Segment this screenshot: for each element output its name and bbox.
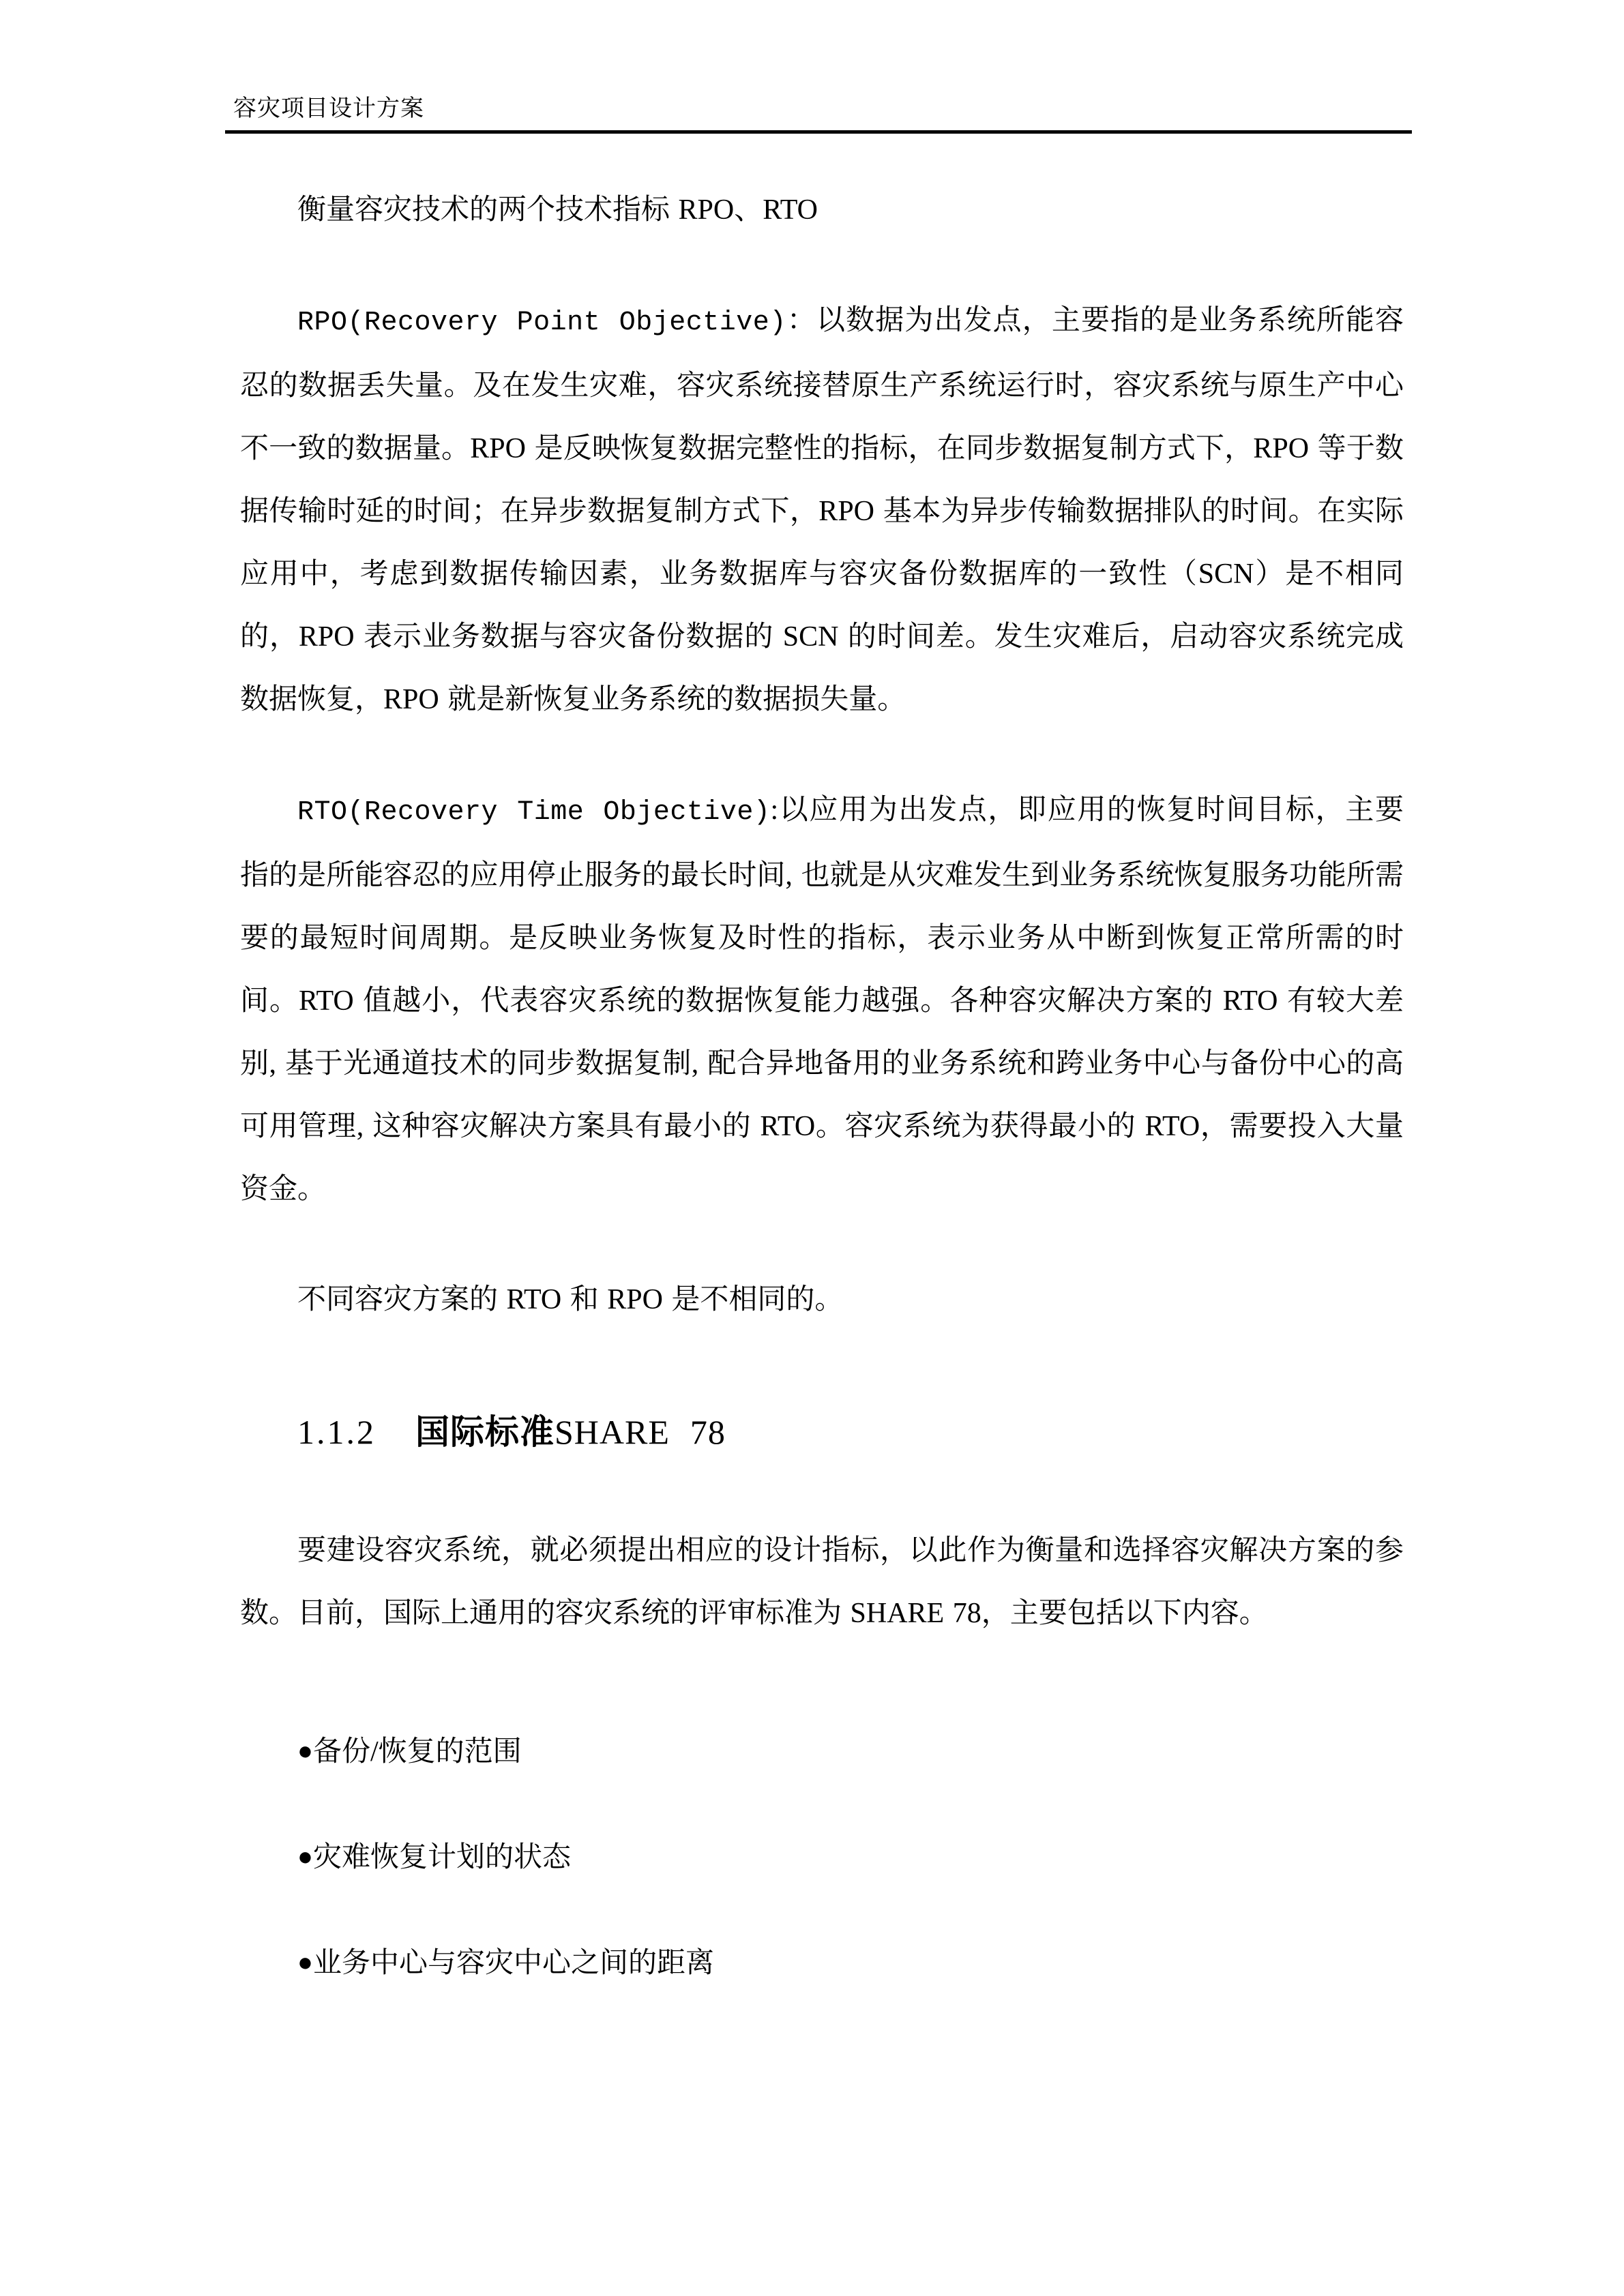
bullet-icon: ● <box>297 1843 313 1871</box>
list-item-label: 备份/恢复的范围 <box>312 1736 522 1768</box>
list-item-label: 业务中心与容灾中心之间的距离 <box>312 1948 714 1979</box>
list-item <box>240 1931 1404 1995</box>
list-item-label: 灾难恢复计划的状态 <box>312 1842 571 1873</box>
spacer <box>240 241 1404 289</box>
section-title-cn: 国际标准 <box>415 1413 555 1451</box>
page-header <box>225 95 1412 134</box>
bullet-icon: ● <box>297 1737 313 1765</box>
rpo-term: RPO(Recovery Point Objective) <box>297 308 786 338</box>
spacer <box>240 1645 1404 1720</box>
rto-term: RTO(Recovery Time Objective) <box>297 797 771 828</box>
section-heading <box>240 1406 1404 1458</box>
bullet-icon: ● <box>297 1948 313 1977</box>
summary-text: 不同容灾方案的 RTO 和 RPO 是不相同的。 <box>297 1284 844 1315</box>
section-number: 1.1.2 <box>297 1413 376 1451</box>
header-divider <box>225 130 1412 134</box>
spacer <box>240 731 1404 779</box>
spacer <box>240 1458 1404 1519</box>
rto-paragraph <box>240 779 1404 1221</box>
document-body <box>240 179 1404 1995</box>
share-paragraph <box>240 1519 1404 1645</box>
list-item <box>240 1720 1404 1783</box>
list-item <box>240 1825 1404 1889</box>
header-title: 容灾项目设计方案 <box>233 96 424 121</box>
section-title-number: 78 <box>690 1413 726 1451</box>
share-criteria-list <box>240 1720 1404 1995</box>
rto-body: :以应用为出发点，即应用的恢复时间目标，主要指的是所能容忍的应用停止服务的最长时间, 也就是从灾难发生到业务系统恢复服务功能所需要的最短时间周期。是反映业务恢复及时性的指标，表示业务从中断到恢复正常所需的时间。RTO 值越小，代表容灾系统的数据恢复能力越强。各种容灾解决方案的 RTO 有较大差别, 基于光通道技术的同步数据复制, 配合异地备用的业务系统和跨业务中心与备份中心的高可用管理, 这种容灾解决方案具有最小的 RTO。容灾系统为获得最小的 RTO，需要投入大量资金。 <box>240 794 1404 1205</box>
spacer <box>240 1221 1404 1268</box>
intro-text: 衡量容灾技术的两个技术指标 RPO、RTO <box>297 194 818 226</box>
summary-paragraph <box>240 1268 1404 1331</box>
rpo-body: ：以数据为出发点，主要指的是业务系统所能容忍的数据丢失量。及在发生灾难，容灾系统接替原生产系统运行时，容灾系统与原生产中心不一致的数据量。RPO 是反映恢复数据完整性的指标，在同步数据复制方式下，RPO 等于数据传输时延的时间；在异步数据复制方式下，RPO 基本为异步传输数据排队的时间。在实际应用中，考虑到数据传输因素，业务数据库与容灾备份数据库的一致性（SCN）是不相同的，RPO 表示业务数据与容灾备份数据的 SCN 的时间差。发生灾难后，启动容灾系统完成数据恢复，RPO 就是新恢复业务系统的数据损失量。 <box>240 305 1404 715</box>
intro-paragraph <box>240 179 1404 241</box>
share-text: 要建设容灾系统，就必须提出相应的设计指标，以此作为衡量和选择容灾解决方案的参数。目前，国际上通用的容灾系统的评审标准为 SHARE 78，主要包括以下内容。 <box>240 1535 1404 1629</box>
section-title-en: SHARE <box>555 1413 670 1451</box>
spacer <box>240 1889 1404 1931</box>
rpo-paragraph <box>240 289 1404 731</box>
spacer <box>240 1783 1404 1825</box>
spacer <box>240 1331 1404 1406</box>
